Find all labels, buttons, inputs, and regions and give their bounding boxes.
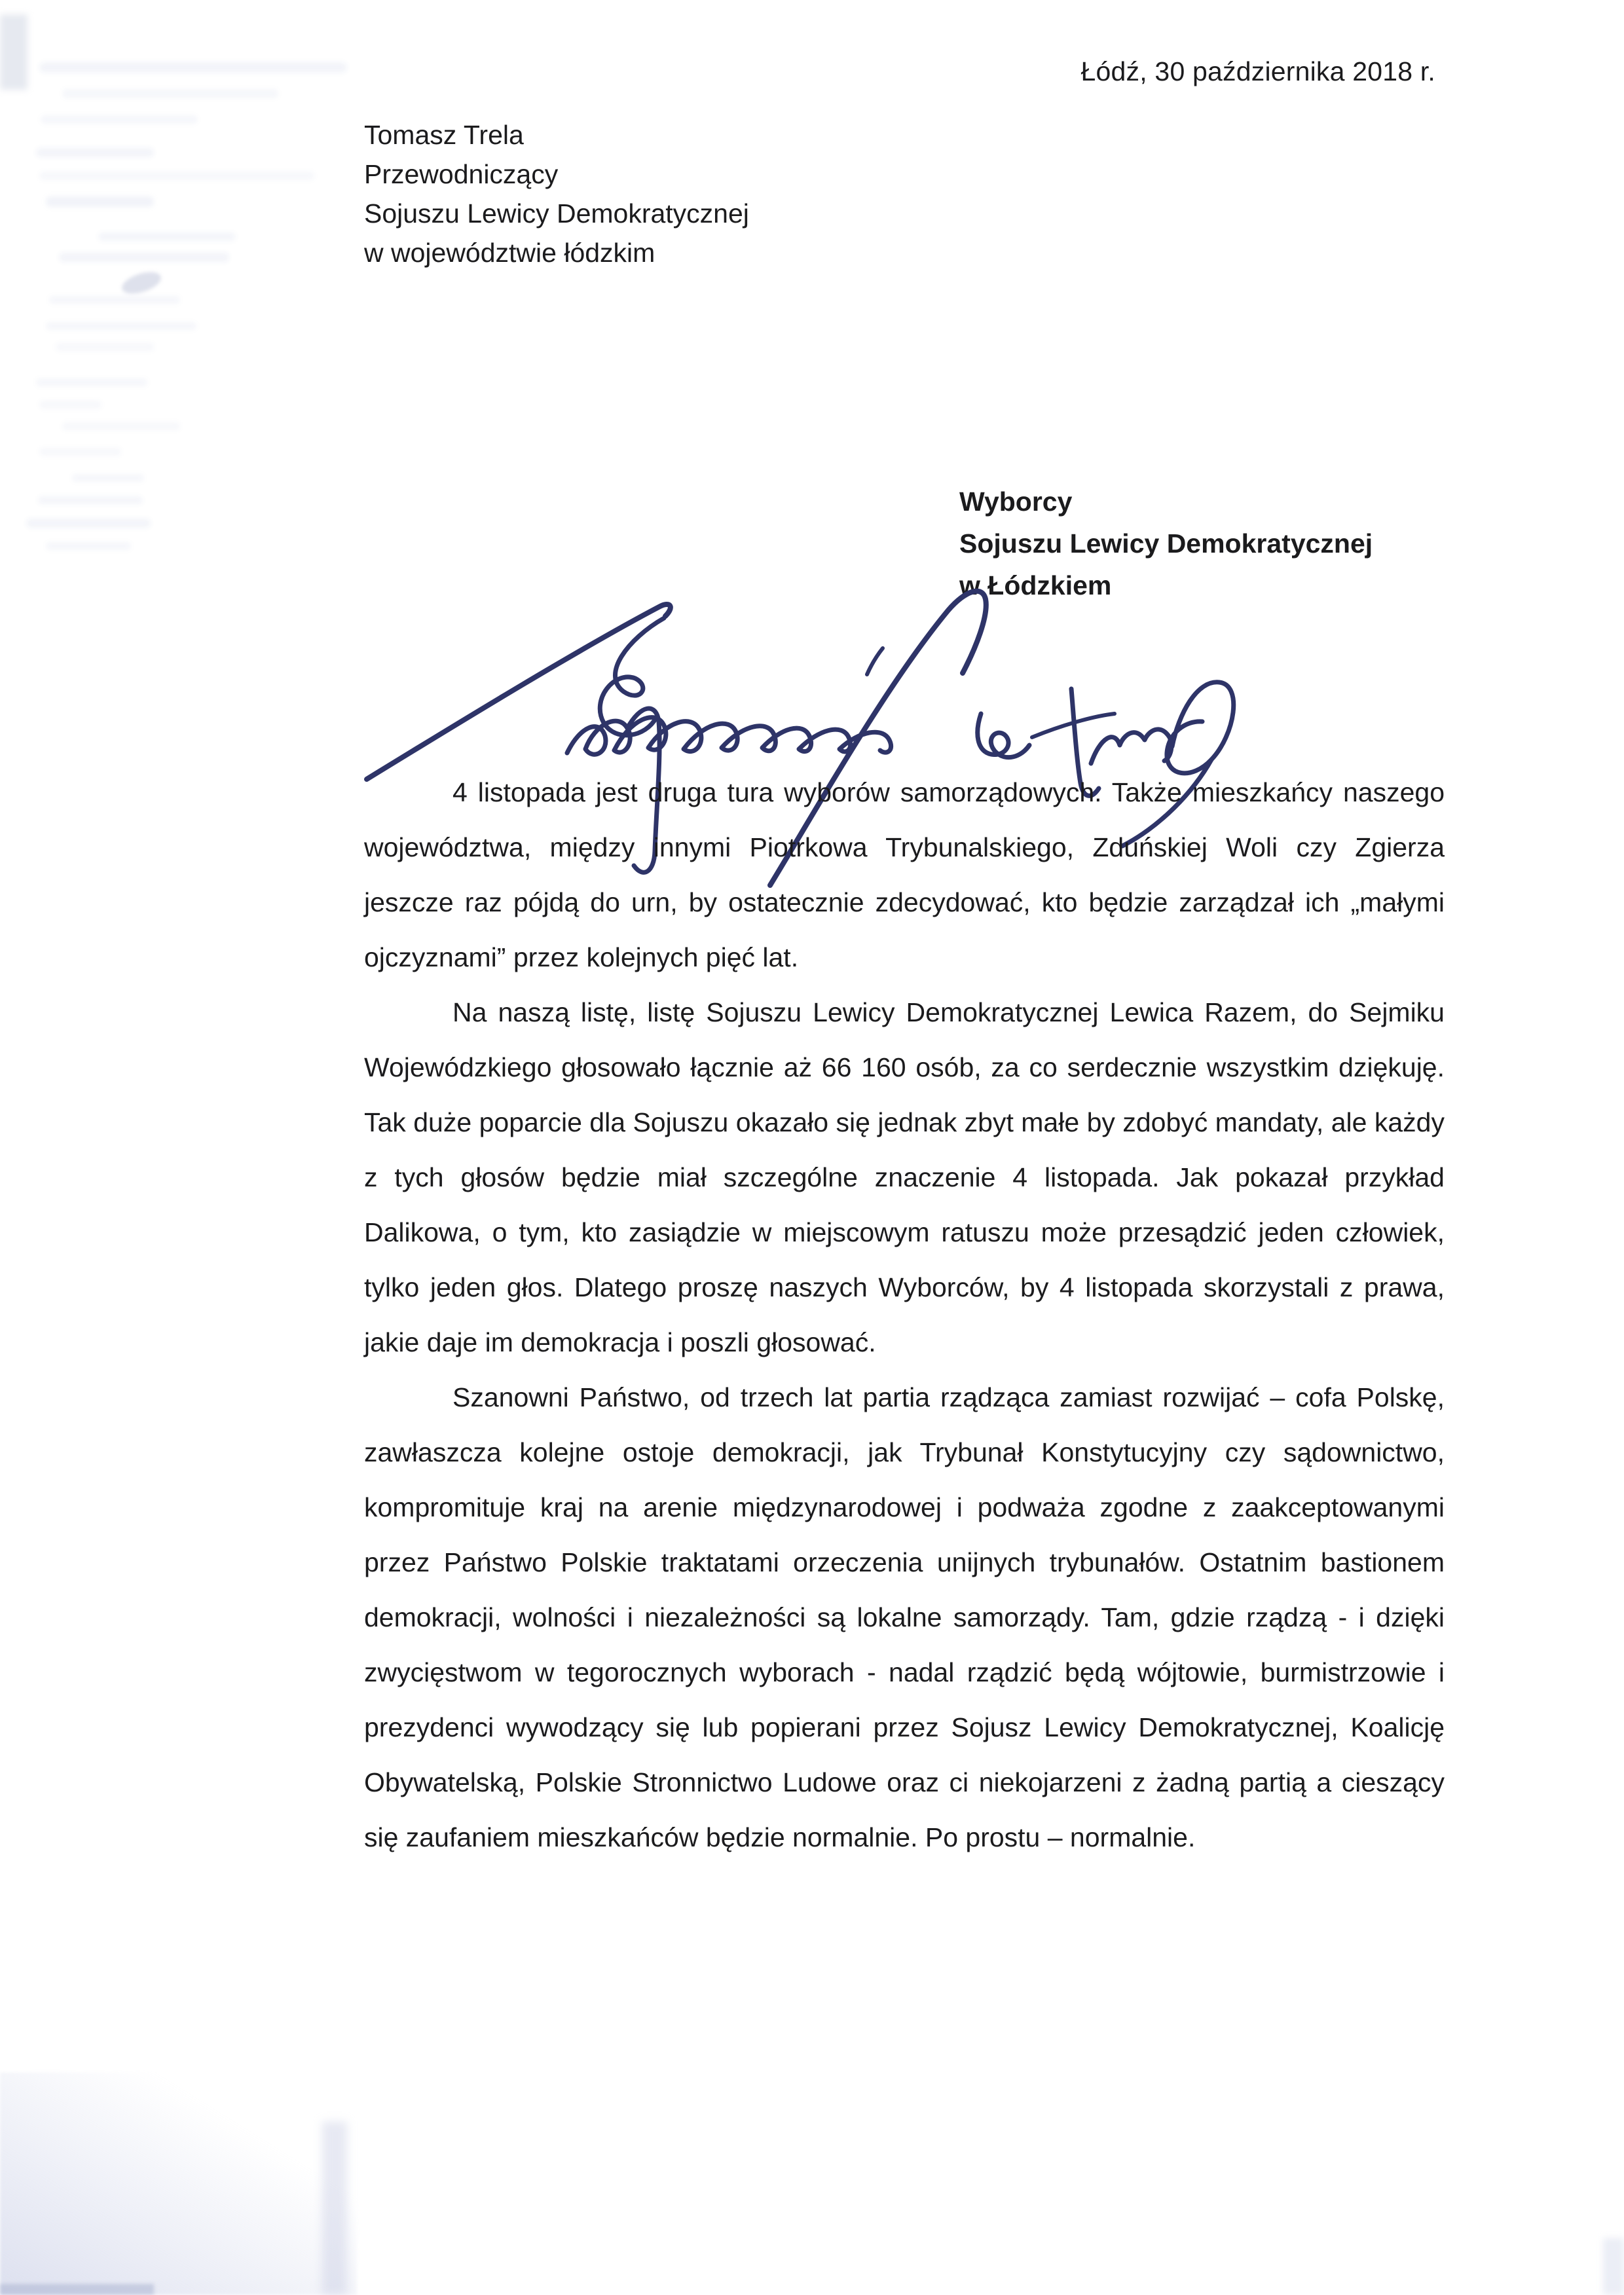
scan-bleed-through — [46, 542, 131, 550]
signature-stroke — [567, 718, 891, 755]
scan-bleed-through — [36, 148, 154, 157]
recipient-line: w Łódzkiem — [959, 570, 1112, 600]
letter-body — [364, 765, 1445, 1865]
scan-bleed-through — [62, 89, 278, 98]
scan-bleed-through — [72, 474, 144, 482]
scan-bleed-through — [26, 519, 151, 528]
scan-bleed-through — [49, 296, 180, 304]
recipient-line: Sojuszu Lewicy Demokratycznej — [959, 528, 1373, 559]
scan-shadow-bottom-left — [0, 2072, 357, 2295]
scan-edge-strip — [0, 2284, 154, 2295]
scan-bleed-through — [62, 422, 180, 430]
paragraph-1: 4 listopada jest druga tura wyborów samorządowych. Także mieszkańcy naszego województwa, między innymi Piotrkowa Trybunalskiego, Zduńskiej Woli czy Zgierza jeszcze raz pójdą do urn, by ostatecznie zdecydować, kto będzie zarządzał ich „małymi ojczyznami” przez kolejnych pięć lat. — [364, 777, 1445, 972]
paragraph-3: Szanowni Państwo, od trzech lat partia rządząca zamiast rozwijać – cofa Polskę, zawłaszcza kolejne ostoje demokracji, jak Trybunał Konstytucyjny czy sądownictwo, kompromituje kraj na arenie międzynarodowej i podważa zgodne z zaakceptowanymi przez Państwo Polskie traktatami orzeczenia unijnych trybunałów. Ostatnim bastionem demokracji, wolności i niezależności są lokalne samorządy. Tam, gdzie rządzą - i dzięki zwycięstwom w tegorocznych wyborach - nadal rządzić będą wójtowie, burmistrzowie i prezydenci wywodzący się lub popierani przez Sojusz Lewicy Demokratycznej, Koalicję Obywatelską, Polskie Stronnictwo Ludowe oraz ci niekojarzeni z żadną partią a cieszący się zaufaniem mieszkańców będzie normalnie. Po prostu – normalnie. — [364, 1382, 1445, 1852]
scan-bleed-through — [39, 448, 121, 456]
scan-bleed-through — [38, 496, 143, 504]
scan-bleed-through — [39, 401, 101, 409]
scan-smudge — [119, 268, 164, 298]
recipient-block — [959, 481, 1373, 606]
scan-bleed-through — [39, 172, 314, 180]
scan-bleed-through — [46, 322, 196, 330]
signature-stroke — [600, 618, 664, 735]
sender-name: Tomasz Trela — [364, 120, 524, 150]
signature-stroke — [1167, 682, 1234, 773]
scan-bleed-through — [36, 378, 147, 386]
signature-stroke — [1032, 714, 1115, 737]
scan-bleed-through — [59, 253, 229, 262]
dateline: Łódź, 30 października 2018 r. — [1080, 56, 1435, 86]
scan-bleed-through — [41, 115, 198, 124]
scan-bleed-through — [56, 343, 154, 351]
signature-stroke — [367, 604, 671, 779]
sender-organization: Sojuszu Lewicy Demokratycznej — [364, 198, 749, 229]
scan-mark-bottom-right — [1603, 2238, 1624, 2295]
scan-bleed-through — [46, 196, 154, 207]
sender-block — [364, 115, 749, 272]
scan-streak — [322, 2121, 347, 2295]
sender-title: Przewodniczący — [364, 159, 559, 189]
recipient-line: Wyborcy — [959, 487, 1073, 517]
scan-bleed-through — [98, 232, 236, 241]
scan-corner-shadow — [0, 14, 28, 90]
paragraph-2: Na naszą listę, listę Sojuszu Lewicy Demokratycznej Lewica Razem, do Sejmiku Wojewódzkiego głosowało łącznie aż 66 160 osób, za co serdecznie wszystkim dziękuję. Tak duże poparcie dla Sojuszu okazało się jednak zbyt małe by zdobyć mandaty, ale każdy z tych głosów będzie miał szczególne znaczenie 4 listopada. Jak pokazał przykład Dalikowa, o tym, kto zasiądzie w miejscowym ratuszu może przesądzić jeden człowiek, tylko jeden głos. Dlatego proszę naszych Wyborców, by 4 listopada skorzystali z prawa, jakie daje im demokracja i poszli głosować. — [364, 997, 1445, 1357]
signature-stroke — [978, 714, 1029, 758]
scan-bleed-through — [39, 62, 347, 73]
signature-stroke — [867, 648, 883, 674]
signature-stroke — [1091, 729, 1172, 763]
sender-region: w województwie łódzkim — [364, 238, 655, 268]
